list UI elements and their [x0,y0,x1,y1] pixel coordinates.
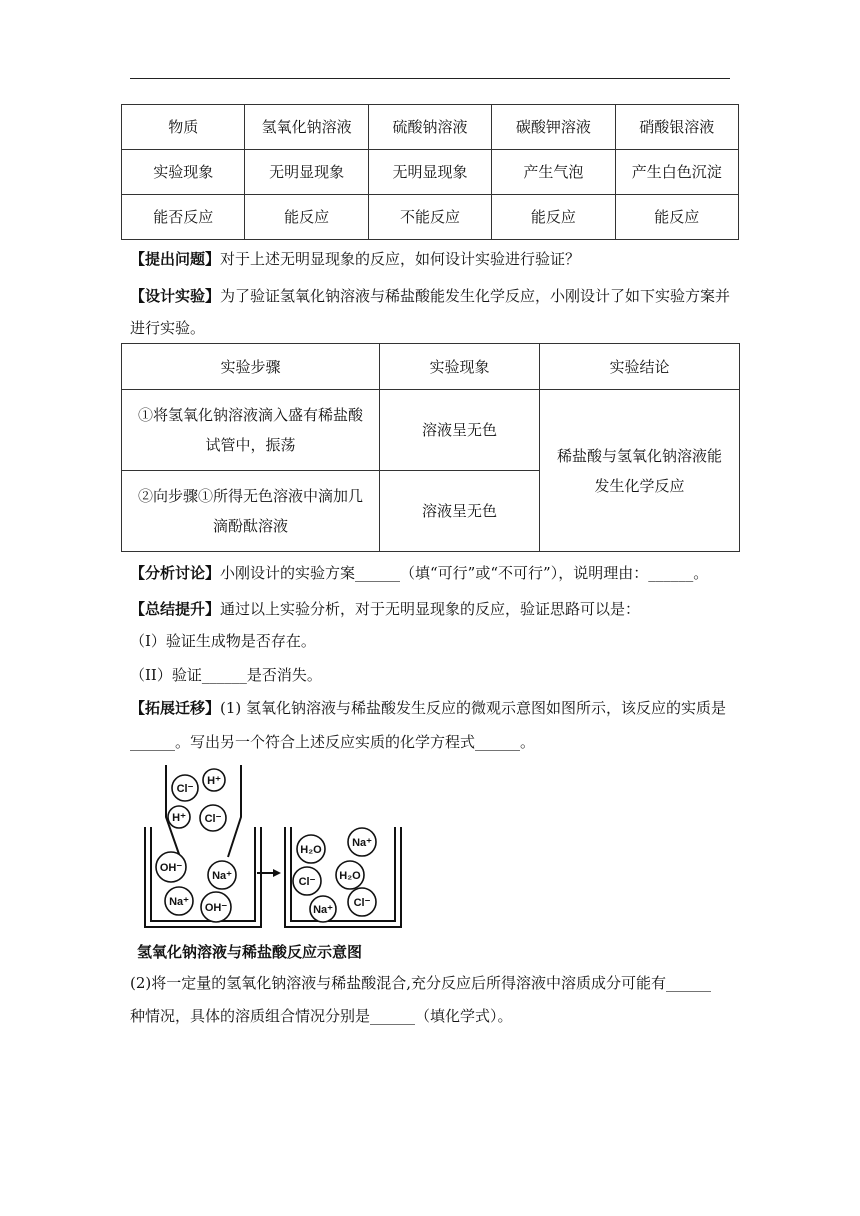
reaction-diagram [133,757,413,965]
ion-label: Na⁺ [352,837,372,849]
table1-cell: 产生气泡 [492,150,615,195]
step-2-line: ②向步骤①所得无色溶液中滴加几 [137,487,363,505]
question-design [130,280,740,312]
step-1-line: 试管中，振荡 [205,436,296,454]
section-tag: 【设计实验】 [130,287,221,305]
table1-cell: 实验现象 [122,150,245,195]
step-1-line: ①将氢氧化钠溶液滴入盛有稀盐酸 [137,406,363,424]
question-part-2: (2)将一定量的氢氧化钠溶液与稀盐酸混合,充分反应后所得溶液中溶质成分可能有______ [130,974,712,992]
table2-header-cell: 实验步骤 [122,344,380,390]
ion-label: Cl⁻ [298,876,316,888]
question-extend [130,692,740,724]
table1-cell: 无明显现象 [368,150,491,195]
table1-header-cell: 碳酸钾溶液 [492,105,615,150]
table1-cell: 能否反应 [122,195,245,240]
ion-label: Na⁺ [313,904,333,916]
dropper-right-wall [228,765,241,857]
conclusion-line: 发生化学反应 [594,476,685,495]
table1-cell: 产生白色沉淀 [615,150,738,195]
table1-header-cell: 硫酸钠溶液 [368,105,491,150]
substance-reaction-table [121,104,739,240]
question-text: 通过以上实验分析，对于无明显现象的反应，验证思路可以是： [220,600,641,618]
section-tag: 【总结提升】 [130,600,221,618]
phenomenon-1-cell: 溶液呈无色 [380,390,540,471]
ion-label: H⁺ [172,812,186,824]
question-text: 为了验证氢氧化钠溶液与稀盐酸能发生化学反应，小刚设计了如下实验方案并 [220,287,731,305]
conclusion-line: 稀盐酸与氢氧化钠溶液能 [556,446,722,465]
question-text: (1) 氢氧化钠溶液与稀盐酸发生反应的微观示意图如图所示，该反应的实质是 [220,699,727,717]
header-rule [130,78,730,79]
question-design-cont [130,312,740,344]
section-tag: 【提出问题】 [130,250,221,268]
table1-header-cell: 硝酸银溶液 [615,105,738,150]
question-problem [130,243,740,275]
summary-item-i: （I）验证生成物是否存在。 [130,632,316,650]
table1-cell: 能反应 [245,195,368,240]
question-text: 小刚设计的实验方案______（填“可行”或“不可行”），说明理由：______。 [220,564,709,582]
conclusion-cell [540,390,740,552]
arrow-head [273,869,281,877]
table1-cell: 能反应 [615,195,738,240]
ion-label: H⁺ [207,775,221,787]
table2-header-cell: 实验结论 [540,344,740,390]
table1-cell: 不能反应 [368,195,491,240]
step-2-line: 滴酚酞溶液 [212,517,288,535]
table1-header-cell: 氢氧化钠溶液 [245,105,368,150]
question-summary [130,593,740,625]
table1-cell: 能反应 [492,195,615,240]
question-text: 对于上述无明显现象的反应，如何设计实验进行验证？ [220,250,581,268]
question-text: 进行实验。 [130,319,206,337]
table1-cell: 无明显现象 [245,150,368,195]
ion-label: Na⁺ [212,870,232,882]
experiment-table [121,343,740,552]
section-tag: 【拓展迁移】 [130,699,221,717]
step-2-cell [122,471,380,552]
ion-label: Cl⁻ [204,813,222,825]
question-text: ______。写出另一个符合上述反应实质的化学方程式______。 [130,733,536,751]
table1-header-cell: 物质 [122,105,245,150]
ion-label: OH⁻ [204,902,228,914]
figure-caption: 氢氧化钠溶液与稀盐酸反应示意图 [137,944,363,961]
ion-label: Cl⁻ [353,897,371,909]
ion-label: Cl⁻ [176,783,194,795]
ion-label: Na⁺ [169,896,189,908]
question-analysis [130,557,740,589]
section-tag: 【分析讨论】 [130,564,221,582]
ion-label: H₂O [300,844,322,856]
phenomenon-2-cell: 溶液呈无色 [380,471,540,552]
ion-label: H₂O [339,870,361,882]
question-extend-cont [130,726,740,758]
ion-label: OH⁻ [159,862,183,874]
table2-header-cell: 实验现象 [380,344,540,390]
question-part-2-cont: 种情况，具体的溶质组合情况分别是______（填化学式）。 [130,1007,513,1025]
summary-item-ii: （II）验证______是否消失。 [130,666,322,684]
step-1-cell [122,390,380,471]
